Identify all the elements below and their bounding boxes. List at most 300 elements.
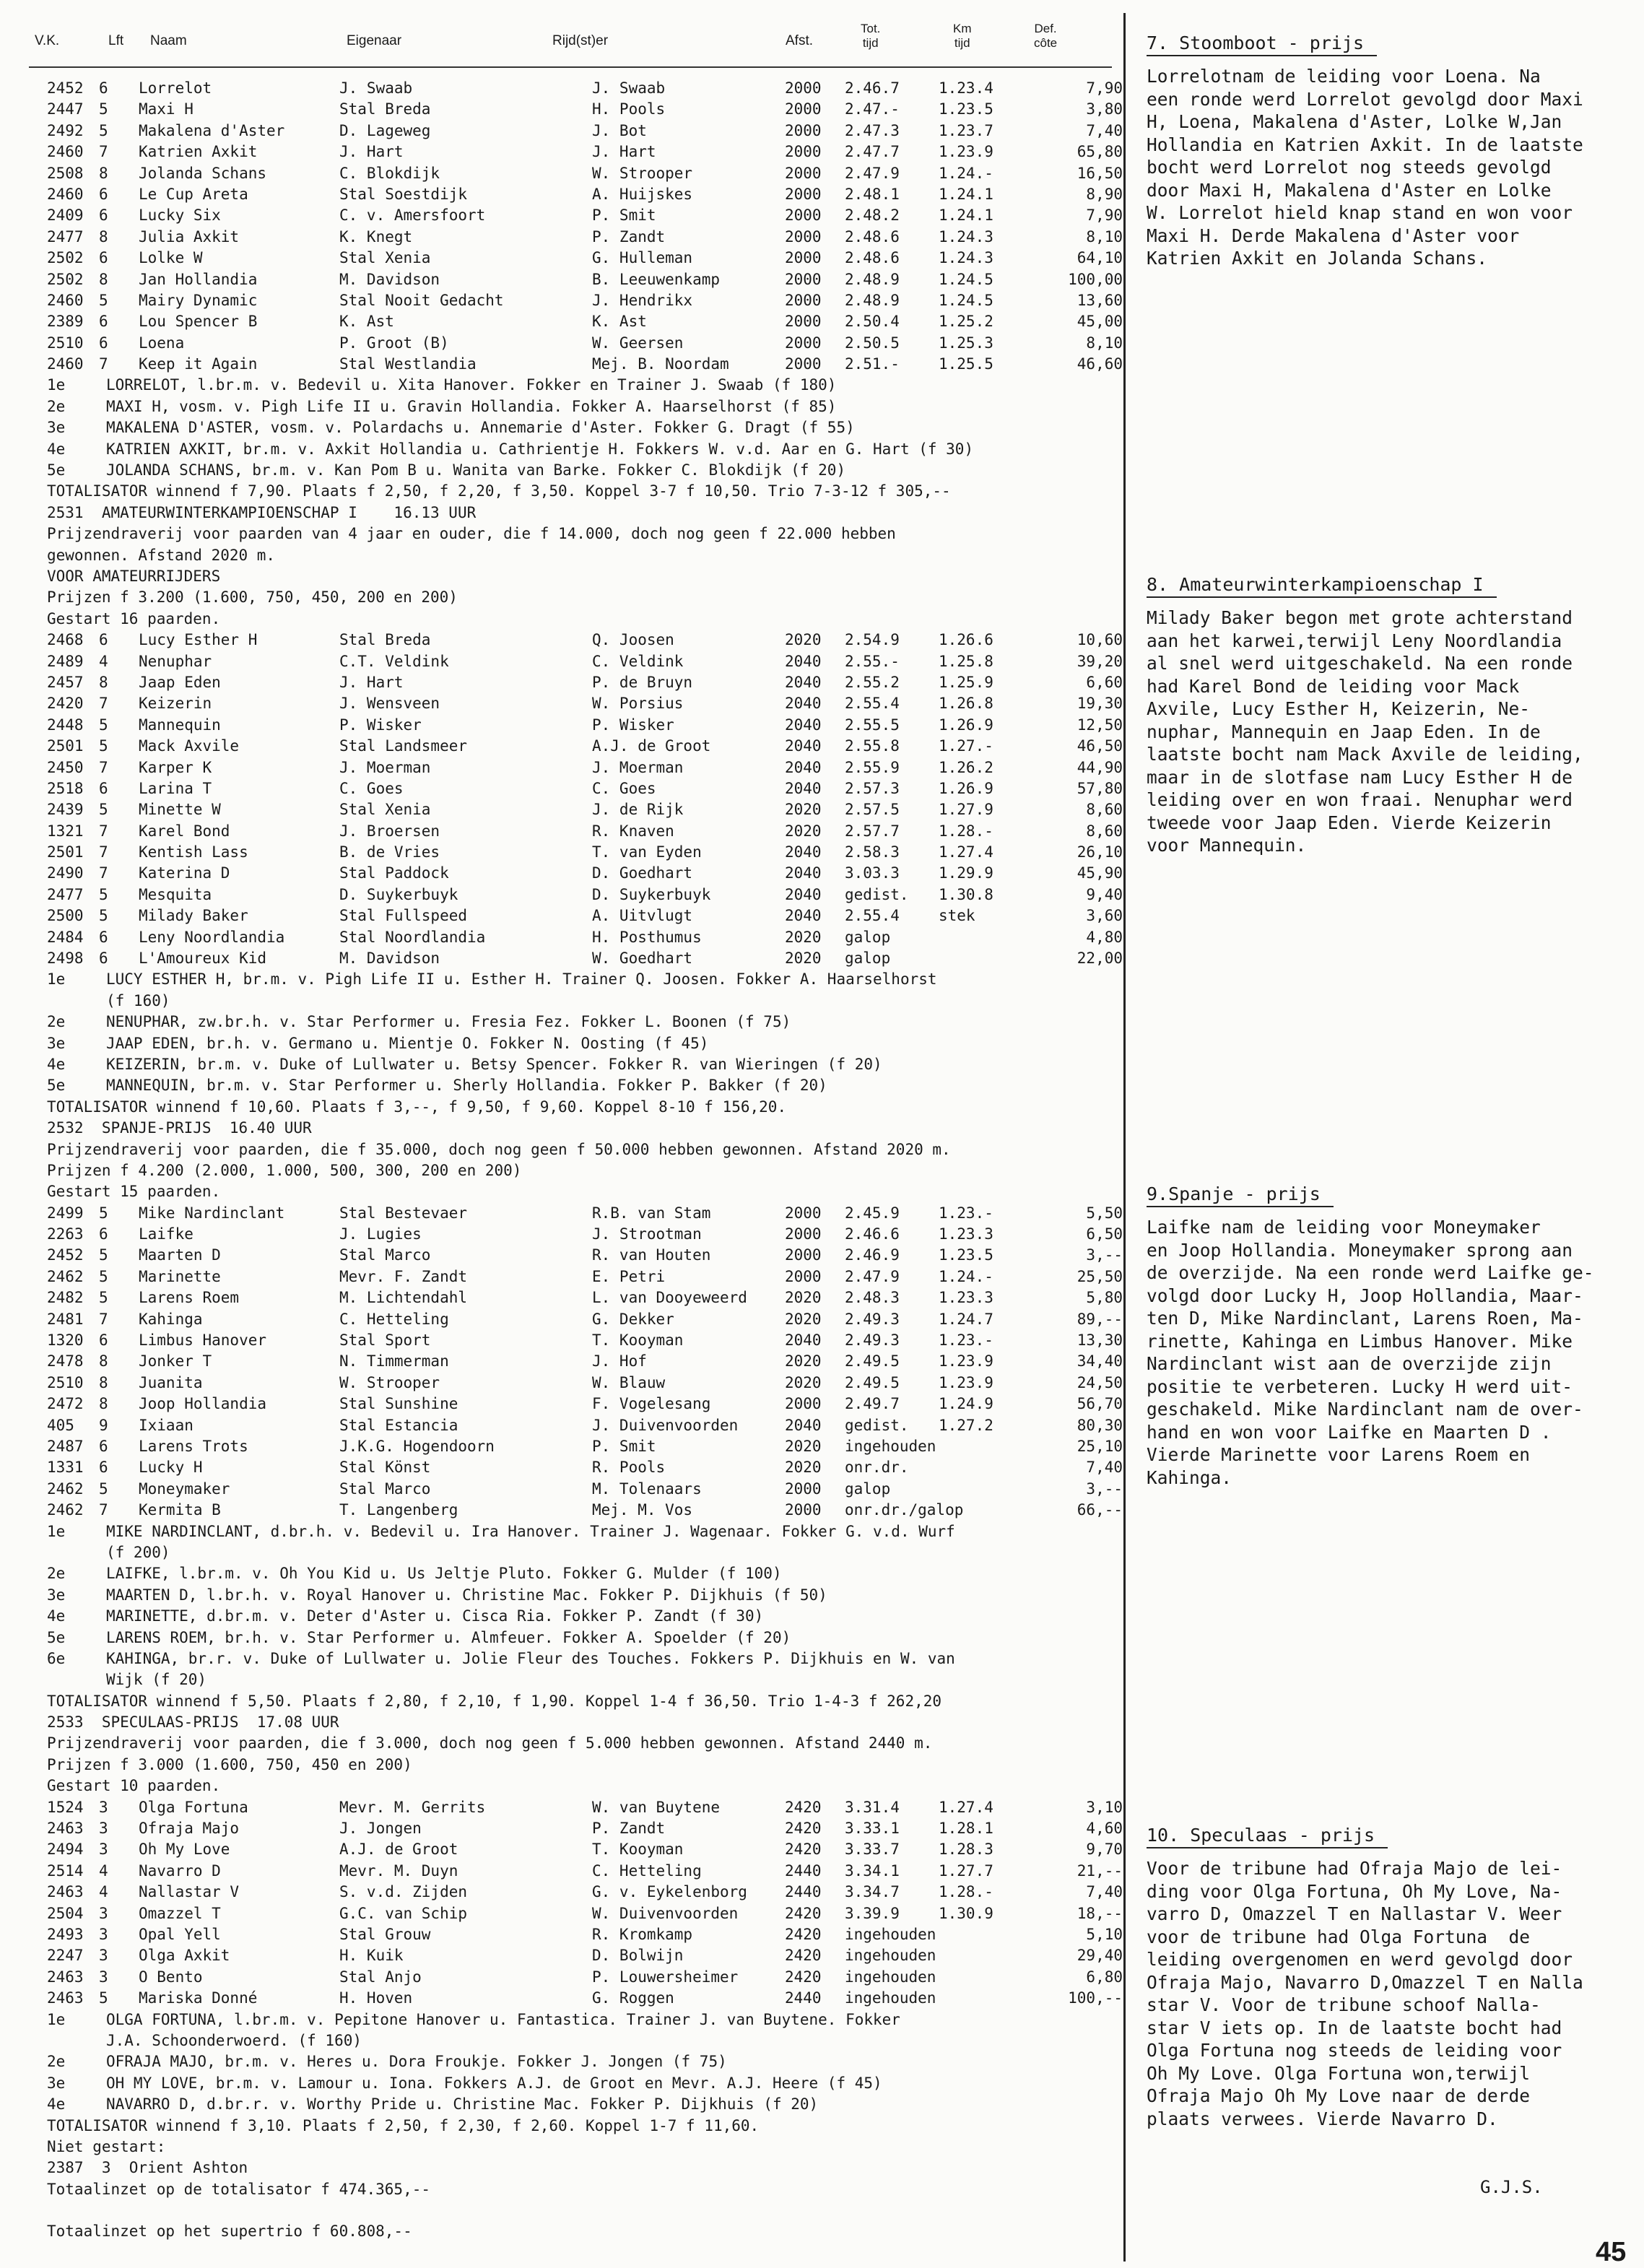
cell-lft: 5 bbox=[99, 737, 108, 755]
cell-km-tijd: 1.26.6 bbox=[939, 631, 993, 649]
cell-naam: Nallastar V bbox=[139, 1883, 240, 1901]
cell-vk: 2460 bbox=[47, 291, 84, 309]
cell-naam: Lucy Esther H bbox=[139, 631, 258, 649]
cell-naam: Mesquita bbox=[139, 885, 212, 903]
cell-vk: 2420 bbox=[47, 695, 84, 713]
header-km-tijd: Km tijd bbox=[953, 22, 972, 50]
cell-afstand: 2420 bbox=[785, 1968, 822, 1986]
cell-afstand: 2000 bbox=[785, 121, 822, 139]
placing-rank: 3e bbox=[47, 419, 66, 437]
cell-naam: Marinette bbox=[139, 1267, 221, 1285]
cell-def-cote: 4,60 bbox=[1086, 1820, 1123, 1838]
cell-afstand: 2000 bbox=[785, 1267, 822, 1285]
cell-vk: 2460 bbox=[47, 185, 84, 203]
cell-eigenaar: Mevr. M. Gerrits bbox=[339, 1798, 486, 1816]
section-title: 10. Speculaas - prijs bbox=[1147, 1824, 1388, 1848]
cell-afstand: 2020 bbox=[785, 801, 822, 819]
cell-tot-tijd: 2.55.4 bbox=[845, 695, 900, 713]
cell-afstand: 2040 bbox=[785, 673, 822, 691]
cell-km-tijd: 1.25.5 bbox=[939, 355, 993, 373]
cell-vk: 1320 bbox=[47, 1331, 84, 1350]
cell-afstand: 2420 bbox=[785, 1820, 822, 1838]
table-row bbox=[29, 1861, 1123, 1882]
cell-lft: 5 bbox=[99, 885, 108, 903]
cell-eigenaar: Stal Westlandia bbox=[339, 355, 477, 373]
cell-vk: 2502 bbox=[47, 249, 84, 267]
cell-lft: 5 bbox=[99, 121, 108, 139]
header-naam: Naam bbox=[150, 33, 187, 48]
cell-afstand: 2020 bbox=[785, 1459, 822, 1477]
text-line: TOTALISATOR winnend f 5,50. Plaats f 2,80, f 2,10, f 1,90. Koppel 1-4 f 36,50. Trio 1-4-3 f 262,20 bbox=[47, 1692, 942, 1710]
cell-def-cote: 8,10 bbox=[1086, 334, 1123, 352]
placing-line bbox=[29, 417, 1112, 438]
cell-eigenaar: M. Davidson bbox=[339, 950, 440, 968]
cell-rijder: M. Tolenaars bbox=[592, 1480, 702, 1498]
cell-naam: Karper K bbox=[139, 758, 212, 776]
cell-afstand: 2040 bbox=[785, 652, 822, 670]
cell-afstand: 2000 bbox=[785, 1204, 822, 1222]
cell-eigenaar: J. Jongen bbox=[339, 1820, 422, 1838]
cell-vk: 2389 bbox=[47, 313, 84, 331]
cell-km-tijd: 1.27.7 bbox=[939, 1861, 993, 1880]
table-row bbox=[29, 693, 1123, 714]
table-row bbox=[29, 1924, 1123, 1945]
results-body bbox=[29, 78, 1123, 2243]
cell-naam: Jonker T bbox=[139, 1352, 212, 1370]
cell-eigenaar: Stal Estancia bbox=[339, 1416, 458, 1434]
text-line: TOTALISATOR winnend f 7,90. Plaats f 2,50, f 2,20, f 3,50. Koppel 3-7 f 10,50. Trio 7-3-12 f 305,-- bbox=[47, 482, 951, 500]
text-line: 2387 3 Orient Ashton bbox=[47, 2159, 248, 2177]
cell-lft: 6 bbox=[99, 631, 108, 649]
placing-rank: 1e bbox=[47, 1522, 66, 1540]
cell-tot-tijd: 3.33.1 bbox=[845, 1820, 900, 1838]
text-line: Totaalinzet op het supertrio f 60.808,-- bbox=[47, 2223, 412, 2241]
cell-lft: 8 bbox=[99, 673, 108, 691]
table-row bbox=[29, 1818, 1123, 1839]
cell-tot-tijd: 2.47.- bbox=[845, 100, 900, 118]
cell-lft: 5 bbox=[99, 1204, 108, 1222]
placing-line bbox=[29, 460, 1112, 481]
cell-vk: 2493 bbox=[47, 1925, 84, 1943]
results-column bbox=[29, 0, 1123, 2262]
cell-tot-tijd: 2.48.6 bbox=[845, 249, 900, 267]
cell-eigenaar: Stal Paddock bbox=[339, 864, 449, 882]
placing-rank: 5e bbox=[47, 461, 66, 479]
cell-rijder: R. Kromkamp bbox=[592, 1925, 693, 1943]
placing-text: LARENS ROEM, br.h. v. Star Performer u. Almfeuer. Fokker A. Spoelder (f 20) bbox=[106, 1628, 791, 1646]
cell-afstand: 2000 bbox=[785, 1246, 822, 1264]
cell-naam: Mannequin bbox=[139, 716, 221, 734]
cell-afstand: 2040 bbox=[785, 1331, 822, 1350]
placing-rank: 2e bbox=[47, 397, 66, 415]
cell-vk: 2447 bbox=[47, 100, 84, 118]
placing-text: LORRELOT, l.br.m. v. Bedevil u. Xita Hanover. Fokker en Trainer J. Swaab (f 180) bbox=[106, 376, 837, 394]
cell-vk: 2247 bbox=[47, 1947, 84, 1965]
cell-eigenaar: J.K.G. Hogendoorn bbox=[339, 1438, 495, 1455]
cell-rijder: Mej. M. Vos bbox=[592, 1501, 693, 1519]
cell-tot-tijd: 2.55.5 bbox=[845, 716, 900, 734]
header-eigenaar: Eigenaar bbox=[347, 33, 402, 48]
text-line: Prijzen f 4.200 (2.000, 1.000, 500, 300, 200 en 200) bbox=[47, 1161, 522, 1179]
cell-eigenaar: P. Groot (B) bbox=[339, 334, 449, 352]
cell-def-cote: 7,40 bbox=[1086, 1883, 1123, 1901]
table-row bbox=[29, 311, 1123, 332]
cell-rijder: D. Goedhart bbox=[592, 864, 693, 882]
cell-def-cote: 46,50 bbox=[1077, 737, 1123, 755]
cell-vk: 2514 bbox=[47, 1861, 84, 1880]
cell-km-tijd: 1.24.7 bbox=[939, 1310, 993, 1328]
cell-naam: Jan Hollandia bbox=[139, 270, 258, 288]
cell-rijder: P. de Bruyn bbox=[592, 673, 693, 691]
cell-def-cote: 6,80 bbox=[1086, 1968, 1123, 1986]
cell-afstand: 2000 bbox=[785, 1501, 822, 1519]
cell-tot-tijd: 2.48.6 bbox=[845, 227, 900, 246]
cell-tot-tijd: onr.dr./galop bbox=[845, 1501, 964, 1519]
cell-tot-tijd: 2.58.3 bbox=[845, 843, 900, 861]
cell-vk: 2518 bbox=[47, 779, 84, 797]
cell-naam: Larens Roem bbox=[139, 1289, 240, 1307]
text-line: Prijzendraverij voor paarden, die f 35.000, doch nog geen f 50.000 hebben gewonnen. Afstand 2020 m. bbox=[47, 1140, 951, 1158]
cell-eigenaar: Stal Bestevaer bbox=[339, 1204, 468, 1222]
cell-vk: 2263 bbox=[47, 1225, 84, 1243]
cell-def-cote: 3,-- bbox=[1086, 1246, 1123, 1264]
cell-tot-tijd: 2.49.3 bbox=[845, 1310, 900, 1328]
cell-afstand: 2000 bbox=[785, 355, 822, 373]
cell-rijder: Q. Joosen bbox=[592, 631, 674, 649]
cell-vk: 2452 bbox=[47, 1246, 84, 1264]
cell-lft: 5 bbox=[99, 1289, 108, 1307]
placing-rank: 2e bbox=[47, 2053, 66, 2071]
cell-naam: Navarro D bbox=[139, 1861, 221, 1880]
cell-eigenaar: Mevr. M. Duyn bbox=[339, 1861, 458, 1880]
cell-eigenaar: H. Kuik bbox=[339, 1947, 404, 1965]
placing-text: JAAP EDEN, br.h. v. Germano u. Mientje O. Fokker N. Oosting (f 45) bbox=[106, 1034, 709, 1052]
cell-vk: 2481 bbox=[47, 1310, 84, 1328]
cell-def-cote: 39,20 bbox=[1077, 652, 1123, 670]
cell-afstand: 2020 bbox=[785, 822, 822, 840]
cell-def-cote: 13,60 bbox=[1077, 291, 1123, 309]
cell-eigenaar: Stal Könst bbox=[339, 1459, 431, 1477]
cell-afstand: 2040 bbox=[785, 779, 822, 797]
signature: G.J.S. bbox=[1480, 2177, 1543, 2197]
cell-afstand: 2000 bbox=[785, 313, 822, 331]
cell-rijder: J. de Rijk bbox=[592, 801, 684, 819]
cell-rijder: W. Porsius bbox=[592, 695, 684, 713]
cell-def-cote: 22,00 bbox=[1077, 950, 1123, 968]
section-title: 9.Spanje - prijs bbox=[1147, 1183, 1334, 1207]
section-text: Lorrelotnam de leiding voor Loena. Na een ronde werd Lorrelot gevolgd door Maxi H, Loena, Makalena d'Aster, Lolke W,Jan Hollandia en Katrien Axkit. In de laatste bocht werd Lorrelot nog steeds gevolgd door Maxi H, Makalena d'Aster en Lolke W. Lorrelot hield knap stand en won voor Maxi H. Derde Makalena d'Aster voor Katrien Axkit en Jolanda Schans. bbox=[1147, 66, 1583, 269]
cell-tot-tijd: 3.33.7 bbox=[845, 1841, 900, 1859]
cell-rijder: B. Leeuwenkamp bbox=[592, 270, 721, 288]
column-divider bbox=[1123, 13, 1126, 2262]
cell-eigenaar: Stal Xenia bbox=[339, 249, 431, 267]
placing-line bbox=[29, 969, 1112, 990]
placing-text: KAHINGA, br.r. v. Duke of Lullwater u. Jolie Fleur des Touches. Fokkers P. Dijkhuis en W. van bbox=[106, 1649, 955, 1667]
cell-rijder: G. v. Eykelenborg bbox=[592, 1883, 747, 1901]
cell-naam: Makalena d'Aster bbox=[139, 121, 285, 139]
cell-def-cote: 18,-- bbox=[1077, 1904, 1123, 1922]
cell-lft: 4 bbox=[99, 1861, 108, 1880]
table-row bbox=[29, 1967, 1123, 1988]
cell-tot-tijd: ingehouden bbox=[845, 1989, 936, 2007]
cell-rijder: P. Louwersheimer bbox=[592, 1968, 739, 1986]
cell-vk: 2494 bbox=[47, 1841, 84, 1859]
cell-tot-tijd: 2.47.9 bbox=[845, 164, 900, 182]
placing-rank: 2e bbox=[47, 1565, 66, 1583]
cell-vk: 2409 bbox=[47, 207, 84, 225]
cell-eigenaar: C. Hetteling bbox=[339, 1310, 449, 1328]
cell-km-tijd: 1.24.5 bbox=[939, 291, 993, 309]
cell-lft: 8 bbox=[99, 227, 108, 246]
cell-lft: 3 bbox=[99, 1925, 108, 1943]
cell-lft: 6 bbox=[99, 79, 108, 97]
cell-naam: Loena bbox=[139, 334, 185, 352]
header-tot-tijd: Tot. tijd bbox=[861, 22, 881, 50]
header-afst: Afst. bbox=[786, 33, 814, 48]
cell-lft: 6 bbox=[99, 207, 108, 225]
cell-rijder: P. Zandt bbox=[592, 1820, 666, 1838]
cell-eigenaar: W. Strooper bbox=[339, 1373, 440, 1391]
cell-rijder: J. Strootman bbox=[592, 1225, 702, 1243]
cell-rijder: C. Veldink bbox=[592, 652, 684, 670]
cell-lft: 7 bbox=[99, 695, 108, 713]
continuation-line: J.A. Schoonderwoerd. (f 160) bbox=[106, 2031, 362, 2049]
cell-lft: 6 bbox=[99, 334, 108, 352]
cell-def-cote: 3,-- bbox=[1086, 1480, 1123, 1498]
cell-eigenaar: Stal Marco bbox=[339, 1480, 431, 1498]
table-row bbox=[29, 205, 1123, 226]
placing-line bbox=[29, 2094, 1112, 2115]
cell-tot-tijd: galop bbox=[845, 928, 891, 946]
cell-naam: Lolke W bbox=[139, 249, 203, 267]
cell-vk: 2498 bbox=[47, 950, 84, 968]
cell-tot-tijd: 2.45.9 bbox=[845, 1204, 900, 1222]
cell-naam: Keep it Again bbox=[139, 355, 258, 373]
cell-def-cote: 46,60 bbox=[1077, 355, 1123, 373]
table-row bbox=[29, 1330, 1123, 1351]
cell-afstand: 2000 bbox=[785, 207, 822, 225]
cell-rijder: E. Petri bbox=[592, 1267, 666, 1285]
cell-tot-tijd: 2.46.6 bbox=[845, 1225, 900, 1243]
table-row bbox=[29, 1394, 1123, 1415]
cell-rijder: J. Bot bbox=[592, 121, 647, 139]
cell-def-cote: 7,40 bbox=[1086, 121, 1123, 139]
cell-lft: 4 bbox=[99, 652, 108, 670]
table-row bbox=[29, 1988, 1123, 2009]
section-title: 7. Stoomboot - prijs bbox=[1147, 32, 1377, 56]
cell-def-cote: 57,80 bbox=[1077, 779, 1123, 797]
cell-def-cote: 9,70 bbox=[1086, 1841, 1123, 1859]
cell-km-tijd: 1.25.3 bbox=[939, 334, 993, 352]
cell-naam: Jaap Eden bbox=[139, 673, 221, 691]
cell-vk: 2478 bbox=[47, 1352, 84, 1370]
cell-eigenaar: Stal Noordlandia bbox=[339, 928, 486, 946]
table-row bbox=[29, 715, 1123, 736]
table-row bbox=[29, 948, 1123, 969]
cell-vk: 2463 bbox=[47, 1883, 84, 1901]
text-line: Gestart 10 paarden. bbox=[47, 1777, 221, 1795]
cell-vk: 1524 bbox=[47, 1798, 84, 1816]
cell-lft: 5 bbox=[99, 801, 108, 819]
text-line: 2533 SPECULAAS-PRIJS 17.08 UUR bbox=[47, 1713, 339, 1732]
cell-afstand: 2420 bbox=[785, 1841, 822, 1859]
cell-naam: Mairy Dynamic bbox=[139, 291, 258, 309]
cell-tot-tijd: 2.50.5 bbox=[845, 334, 900, 352]
cell-vk: 2484 bbox=[47, 928, 84, 946]
cell-def-cote: 9,40 bbox=[1086, 885, 1123, 903]
table-row bbox=[29, 1287, 1123, 1308]
table-row bbox=[29, 227, 1123, 248]
cell-vk: 1331 bbox=[47, 1459, 84, 1477]
cell-def-cote: 19,30 bbox=[1077, 695, 1123, 713]
cell-naam: Ofraja Majo bbox=[139, 1820, 240, 1838]
cell-vk: 2510 bbox=[47, 1373, 84, 1391]
cell-km-tijd: 1.24.5 bbox=[939, 270, 993, 288]
race-report-7 bbox=[1147, 32, 1638, 270]
placing-text: NAVARRO D, d.br.r. v. Worthy Pride u. Christine Mac. Fokker P. Dijkhuis (f 20) bbox=[106, 2095, 819, 2113]
cell-eigenaar: D. Suykerbuyk bbox=[339, 885, 458, 903]
cell-rijder: Mej. B. Noordam bbox=[592, 355, 729, 373]
cell-vk: 2499 bbox=[47, 1204, 84, 1222]
table-row bbox=[29, 142, 1123, 162]
placing-text: OH MY LOVE, br.m. v. Lamour u. Iona. Fokkers A.J. de Groot en Mevr. A.J. Heere (f 45) bbox=[106, 2074, 882, 2092]
cell-rijder: T. van Eyden bbox=[592, 843, 702, 861]
cell-km-tijd: 1.30.8 bbox=[939, 885, 993, 903]
cell-lft: 7 bbox=[99, 843, 108, 861]
cell-def-cote: 64,10 bbox=[1077, 249, 1123, 267]
cell-afstand: 2000 bbox=[785, 1225, 822, 1243]
placing-line bbox=[29, 375, 1112, 396]
table-row bbox=[29, 1945, 1123, 1966]
cell-km-tijd: 1.30.9 bbox=[939, 1904, 993, 1922]
cell-rijder: P. Smit bbox=[592, 1438, 656, 1455]
cell-lft: 6 bbox=[99, 185, 108, 203]
cell-lft: 3 bbox=[99, 1798, 108, 1816]
cell-tot-tijd: 2.47.7 bbox=[845, 143, 900, 161]
cell-afstand: 2040 bbox=[785, 864, 822, 882]
cell-naam: Omazzel T bbox=[139, 1904, 221, 1922]
table-row bbox=[29, 1457, 1123, 1478]
placing-rank: 2e bbox=[47, 1013, 66, 1031]
table-row bbox=[29, 1224, 1123, 1245]
cell-tot-tijd: 2.57.5 bbox=[845, 801, 900, 819]
cell-def-cote: 8,60 bbox=[1086, 801, 1123, 819]
placing-text: OLGA FORTUNA, l.br.m. v. Pepitone Hanover u. Fantastica. Trainer J. van Buytene. Fokker bbox=[106, 2010, 900, 2028]
cell-naam: Moneymaker bbox=[139, 1480, 230, 1498]
placing-rank: 5e bbox=[47, 1628, 66, 1646]
cell-def-cote: 8,60 bbox=[1086, 822, 1123, 840]
cell-naam: Katrien Axkit bbox=[139, 143, 258, 161]
cell-eigenaar: K. Ast bbox=[339, 313, 394, 331]
cell-eigenaar: Stal Grouw bbox=[339, 1925, 431, 1943]
cell-eigenaar: Stal Soestdijk bbox=[339, 185, 468, 203]
cell-def-cote: 5,10 bbox=[1086, 1925, 1123, 1943]
cell-afstand: 2000 bbox=[785, 143, 822, 161]
cell-lft: 6 bbox=[99, 1331, 108, 1350]
cell-km-tijd: 1.28.- bbox=[939, 822, 993, 840]
cell-lft: 3 bbox=[99, 1820, 108, 1838]
cell-km-tijd: 1.26.8 bbox=[939, 695, 993, 713]
placing-line bbox=[29, 1563, 1112, 1584]
cell-def-cote: 6,50 bbox=[1086, 1225, 1123, 1243]
cell-km-tijd: 1.26.9 bbox=[939, 779, 993, 797]
placing-rank: 3e bbox=[47, 1034, 66, 1052]
cell-km-tijd: 1.27.9 bbox=[939, 801, 993, 819]
cell-eigenaar: C.T. Veldink bbox=[339, 652, 449, 670]
cell-km-tijd: 1.26.9 bbox=[939, 716, 993, 734]
cell-vk: 2460 bbox=[47, 143, 84, 161]
cell-eigenaar: C. Goes bbox=[339, 779, 404, 797]
cell-rijder: D. Suykerbuyk bbox=[592, 885, 711, 903]
cell-tot-tijd: gedist. bbox=[845, 1416, 909, 1434]
cell-eigenaar: S. v.d. Zijden bbox=[339, 1883, 468, 1901]
cell-lft: 7 bbox=[99, 355, 108, 373]
text-line: Gestart 15 paarden. bbox=[47, 1183, 221, 1201]
table-row bbox=[29, 1266, 1123, 1287]
table-row bbox=[29, 1903, 1123, 1924]
cell-km-tijd: 1.28.- bbox=[939, 1883, 993, 1901]
cell-def-cote: 56,70 bbox=[1077, 1395, 1123, 1413]
section-text: Milady Baker begon met grote achterstand aan het karwei,terwijl Leny Noordlandia al snel werd uitgeschakeld. Na een ronde had Karel Bond de leiding voor Mack Axvile, Lucy Esther H, Keizerin, Ne- nuphar, Mannequin en Jaap Eden. In de laatste bocht nam Mack Axvile de leiding, maar in de slotfase nam Lucy Esther H de leiding over en won fraai. Nenuphar werd tweede voor Jaap Eden. Vierde Keizerin voor Mannequin. bbox=[1147, 607, 1583, 856]
placing-line bbox=[29, 1075, 1112, 1096]
cell-tot-tijd: 3.31.4 bbox=[845, 1798, 900, 1816]
cell-rijder: P. Zandt bbox=[592, 227, 666, 246]
cell-naam: Mariska Donné bbox=[139, 1989, 258, 2007]
cell-naam: Olga Fortuna bbox=[139, 1798, 248, 1816]
text-line: Gestart 16 paarden. bbox=[47, 609, 221, 627]
placing-line bbox=[29, 1585, 1112, 1606]
cell-tot-tijd: 2.47.3 bbox=[845, 121, 900, 139]
cell-def-cote: 3,60 bbox=[1086, 907, 1123, 925]
cell-afstand: 2440 bbox=[785, 1883, 822, 1901]
cell-afstand: 2040 bbox=[785, 758, 822, 776]
placing-text: LAIFKE, l.br.m. v. Oh You Kid u. Us Jeltje Pluto. Fokker G. Mulder (f 100) bbox=[106, 1565, 782, 1583]
cell-afstand: 2020 bbox=[785, 1373, 822, 1391]
placing-text: KATRIEN AXKIT, br.m. v. Axkit Hollandia u. Cathrientje H. Fokkers W. v.d. Aar en G. Hart (f 30) bbox=[106, 440, 974, 458]
cell-def-cote: 13,30 bbox=[1077, 1331, 1123, 1350]
cell-naam: Joop Hollandia bbox=[139, 1395, 267, 1413]
cell-lft: 8 bbox=[99, 270, 108, 288]
cell-afstand: 2000 bbox=[785, 249, 822, 267]
cell-rijder: A. Huijskes bbox=[592, 185, 693, 203]
cell-def-cote: 16,50 bbox=[1077, 164, 1123, 182]
cell-tot-tijd: 2.49.7 bbox=[845, 1395, 900, 1413]
cell-eigenaar: C. Blokdijk bbox=[339, 164, 440, 182]
cell-eigenaar: J. Broersen bbox=[339, 822, 440, 840]
cell-rijder: W. Strooper bbox=[592, 164, 693, 182]
cell-tot-tijd: galop bbox=[845, 1480, 891, 1498]
cell-tot-tijd: 2.48.1 bbox=[845, 185, 900, 203]
cell-rijder: P. Smit bbox=[592, 207, 656, 225]
cell-afstand: 2000 bbox=[785, 334, 822, 352]
cell-naam: Leny Noordlandia bbox=[139, 928, 285, 946]
cell-eigenaar: Stal Breda bbox=[339, 631, 431, 649]
cell-def-cote: 3,80 bbox=[1086, 100, 1123, 118]
placing-text: NENUPHAR, zw.br.h. v. Star Performer u. Fresia Fez. Fokker L. Boonen (f 75) bbox=[106, 1013, 791, 1031]
cell-eigenaar: Stal Marco bbox=[339, 1246, 431, 1264]
cell-def-cote: 3,10 bbox=[1086, 1798, 1123, 1816]
cell-vk: 2500 bbox=[47, 907, 84, 925]
cell-km-tijd: 1.26.2 bbox=[939, 758, 993, 776]
cell-eigenaar: Stal Sunshine bbox=[339, 1395, 458, 1413]
cell-km-tijd: 1.28.3 bbox=[939, 1841, 993, 1859]
cell-lft: 5 bbox=[99, 1989, 108, 2007]
cell-def-cote: 7,40 bbox=[1086, 1459, 1123, 1477]
cell-naam: Mike Nardinclant bbox=[139, 1204, 285, 1222]
cell-rijder: R. van Houten bbox=[592, 1246, 711, 1264]
cell-eigenaar: J. Lugies bbox=[339, 1225, 422, 1243]
placing-rank: 5e bbox=[47, 1077, 66, 1095]
